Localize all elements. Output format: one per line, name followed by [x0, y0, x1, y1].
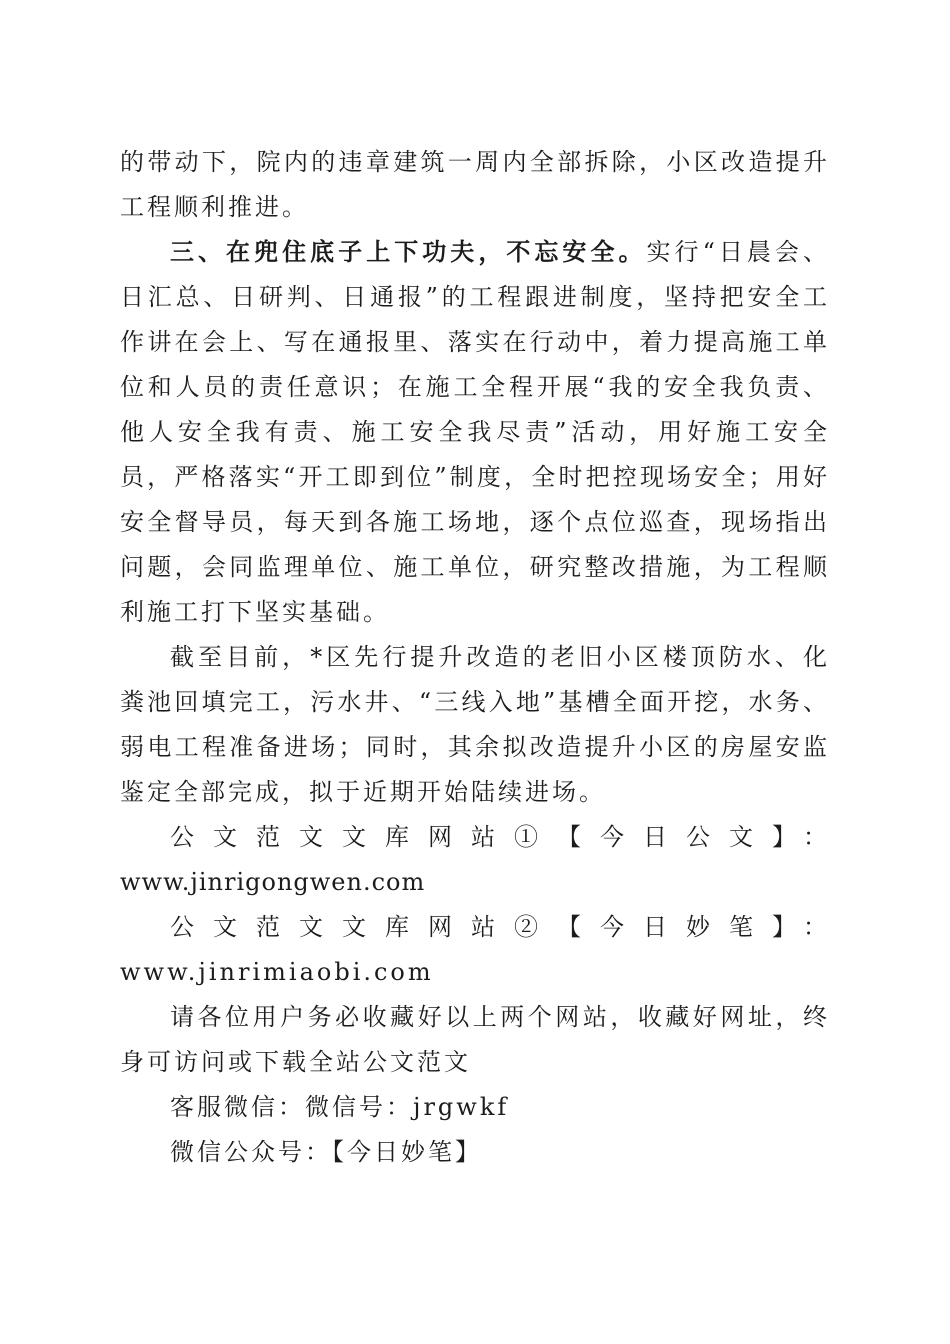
service-wechat-line: 客服微信：微信号：jrgwkf	[170, 1093, 510, 1121]
section-three-body: 实行“日晨会、日汇总、日研判、日通报”的工程跟进制度，坚持把安全工作讲在会上、写在通报里、落实在行动中，着力提高施工单位和人员的责任意识；在施工全程开展“我的安全我负责、他人安全我有责、施工安全我尽责”活动，用好施工安全员，严格落实“开工即到位”制度，全时把控现场安全；用好安全督导员，每天到各施工场地，逐个点位巡查，现场指出问题，会同监理单位、施工单位，研究整改措施，为工程顺利施工打下坚实基础。	[120, 238, 830, 626]
document-body	[120, 140, 830, 1175]
section-three-heading: 三、在兜住底子上下功夫，不忘安全。	[170, 238, 647, 266]
notice-paragraph: 请各位用户务必收藏好以上两个网站，收藏好网址，终身可访问或下载全站公文范文	[120, 1003, 830, 1076]
public-account-line: 微信公众号：【今日妙笔】	[170, 1138, 482, 1166]
site-one-url: www.jinrigongwen.com	[120, 868, 426, 896]
site-two-line: 公文范文文库网站②【今日妙笔】：www.jinrimiaobi.com	[120, 913, 830, 986]
site-one-label: 公文范文文库网站①【今日公文】：	[170, 823, 830, 851]
paragraph-section-three	[120, 230, 830, 635]
paragraph-continuation: 的带动下，院内的违章建筑一周内全部拆除，小区改造提升工程顺利推进。	[120, 148, 830, 221]
paragraph-progress: 截至目前，*区先行提升改造的老旧小区楼顶防水、化粪池回填完工，污水井、“三线入地”基槽全面开挖，水务、弱电工程准备进场；同时，其余拟改造提升小区的房屋安监鉴定全部完成，拟于近期开始陆续进场。	[120, 643, 830, 806]
